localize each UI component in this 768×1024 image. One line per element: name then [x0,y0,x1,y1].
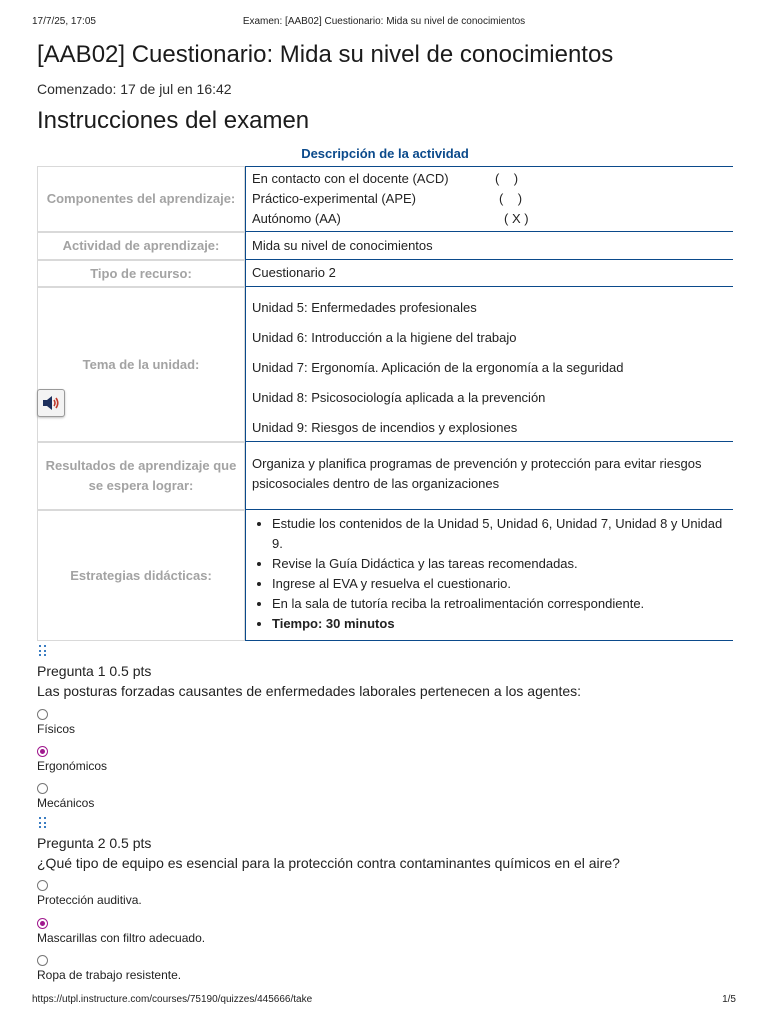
strategies-list [252,514,727,634]
strategy-item: • Ingrese al EVA y resuelva el cuestionario. [272,574,727,594]
question-text: Las posturas forzadas causantes de enfermedades laborales pertenecen a los agentes: [37,683,582,699]
radio-option-proteccion-auditiva[interactable] [37,880,48,891]
component-name: Autónomo (AA) [252,211,341,226]
strategy-item: • En la sala de tutoría reciba la retroalimentación correspondiente. [272,594,727,614]
strategy-item: • Revise la Guía Didáctica y las tareas recomendadas. [272,554,727,574]
print-page-number: 1/5 [722,994,736,1005]
print-datetime: 17/7/25, 17:05 [32,16,96,27]
question-text: ¿Qué tipo de equipo es esencial para la protección contra contaminantes químicos en el aire? [37,855,620,871]
started-timestamp: Comenzado: 17 de jul en 16:42 [37,81,232,97]
activity-caption: Descripción de la actividad [301,146,469,161]
components-row [37,166,733,232]
results-label: Resultados de aprendizaje que se espera lograr: [37,442,245,510]
component-name: Práctico-experimental (APE) [252,191,416,206]
component-line [252,209,727,229]
drag-handle-icon[interactable] [39,645,47,657]
activity-value: Mida su nivel de conocimientos [245,232,733,260]
strategies-value [245,510,733,641]
resource-row [37,260,733,287]
component-mark: ( ) [499,191,523,206]
print-header [32,16,736,30]
components-label: Componentes del aprendizaje: [37,166,245,232]
question-header: Pregunta 1 0.5 pts [37,663,152,679]
strategy-item [272,614,727,634]
unit-item: Unidad 6: Introducción a la higiene del trabajo [252,330,517,345]
radio-option-fisicos[interactable] [37,709,48,720]
radio-option-mecanicos[interactable] [37,783,48,794]
component-mark: ( ) [495,171,519,186]
option-label[interactable]: Mecánicos [37,796,95,810]
components-value [245,166,733,232]
print-url: https://utpl.instructure.com/courses/75190/quizzes/445666/take [32,994,313,1005]
strategies-row [37,510,733,641]
resource-label: Tipo de recurso: [37,260,245,287]
unit-item: Unidad 9: Riesgos de incendios y explosiones [252,420,518,435]
speaker-icon [42,395,60,411]
component-mark: ( X ) [504,211,529,226]
unit-item: Unidad 7: Ergonomía. Aplicación de la ergonomía a la seguridad [252,360,624,375]
drag-handle-icon[interactable] [39,817,47,829]
activity-label: Actividad de aprendizaje: [37,232,245,260]
unit-item: Unidad 8: Psicosociología aplicada a la prevención [252,390,546,405]
unit-item: Unidad 5: Enfermedades profesionales [252,300,477,315]
theme-row [37,287,733,442]
resource-value: Cuestionario 2 [245,260,733,287]
radio-option-mascarillas[interactable] [37,918,48,929]
units-list [245,287,733,442]
read-aloud-button[interactable] [37,389,65,417]
results-value: Organiza y planifica programas de prevención y protección para evitar riesgos psicosociales dentro de las organizaciones [245,442,733,510]
results-row [37,442,733,510]
component-line [252,189,727,209]
instructions-title: Instrucciones del examen [37,107,310,134]
print-document-title: Examen: [AAB02] Cuestionario: Mida su nivel de conocimientos [242,16,526,27]
question-header: Pregunta 2 0.5 pts [37,835,152,851]
theme-label: Tema de la unidad: [37,287,245,442]
strategy-item: • Estudie los contenidos de la Unidad 5, Unidad 6, Unidad 7, Unidad 8 y Unidad 9. [272,514,727,554]
component-name: En contacto con el docente (ACD) [252,171,449,186]
print-footer [32,994,736,1008]
option-label[interactable]: Físicos [37,722,76,736]
strategies-label: Estrategias didácticas: [37,510,245,641]
component-line [252,169,727,189]
page-title: [AAB02] Cuestionario: Mida su nivel de conocimientos [37,41,614,68]
radio-option-ergonomicos[interactable] [37,746,48,757]
time-note: Tiempo: 30 minutos [272,616,395,631]
radio-option-ropa-trabajo[interactable] [37,955,48,966]
activity-row [37,232,733,260]
option-label[interactable]: Mascarillas con filtro adecuado. [37,931,206,945]
option-label[interactable]: Ropa de trabajo resistente. [37,968,182,982]
option-label[interactable]: Protección auditiva. [37,893,142,907]
option-label[interactable]: Ergonómicos [37,759,108,773]
